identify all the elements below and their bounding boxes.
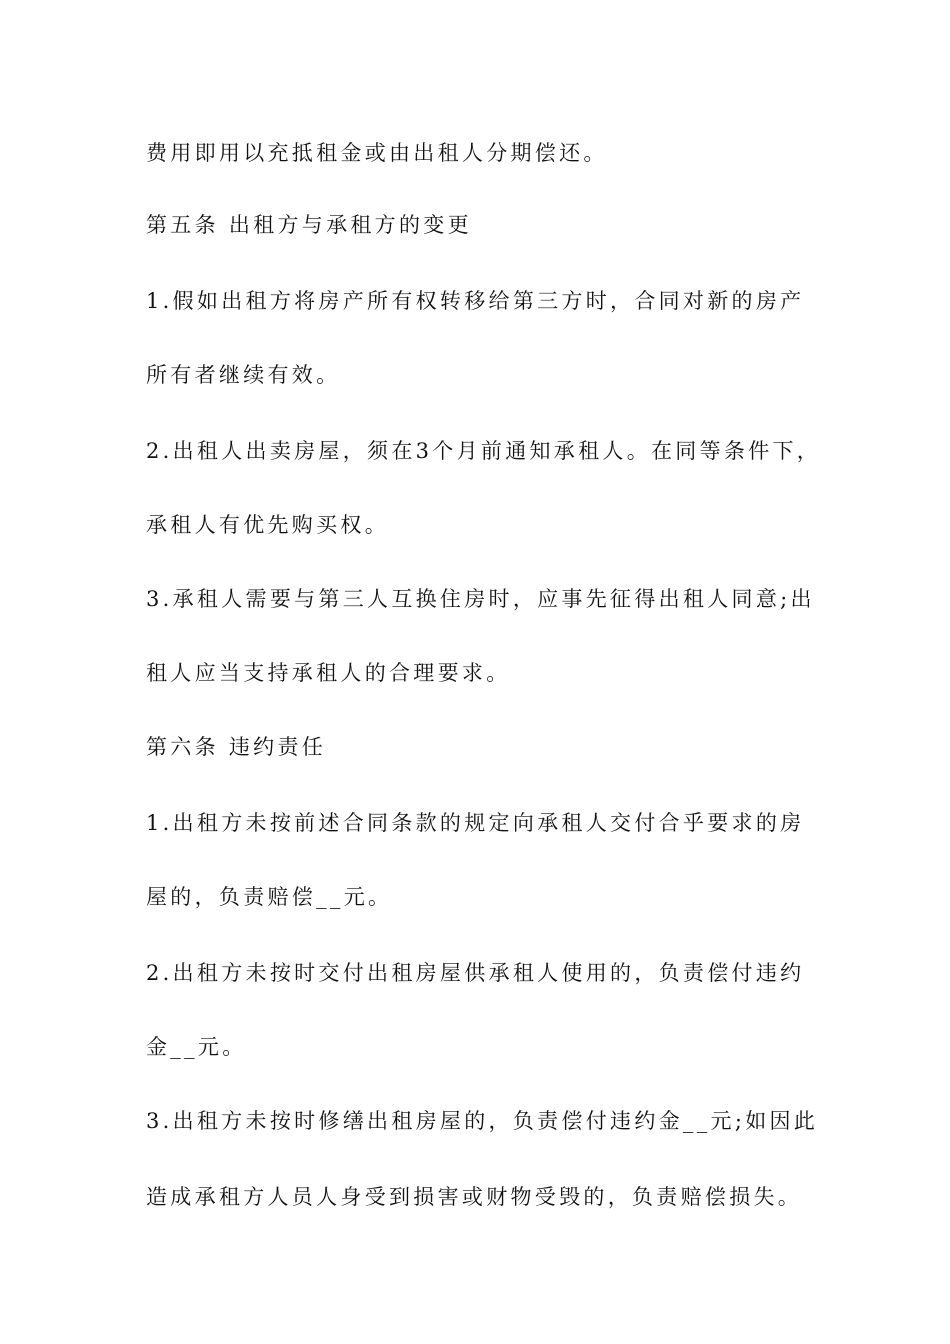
text-line-5: 2.出租人出卖房屋，须在3个月前通知承租人。在同等条件下，	[146, 439, 822, 463]
text-line-14: 3.出租方未按时修缮出租房屋的，负责偿付违约金__元;如因此	[146, 1109, 819, 1133]
text-line-6: 承租人有优先购买权。	[146, 513, 389, 537]
section-heading-article-6: 第六条 违约责任	[146, 735, 327, 759]
text-line-4: 所有者继续有效。	[146, 363, 341, 387]
text-line-15: 造成承租方人员人身受到损害或财物受毁的，负责赔偿损失。	[146, 1185, 803, 1209]
text-line-8: 租人应当支持承租人的合理要求。	[146, 661, 511, 685]
text-line-10: 1.出租方未按前述合同条款的规定向承租人交付合乎要求的房	[146, 811, 805, 835]
text-line-13: 金__元。	[146, 1035, 247, 1059]
text-line-3: 1.假如出租方将房产所有权转移给第三方时，合同对新的房产	[146, 289, 805, 313]
section-heading-article-5: 第五条 出租方与承租方的变更	[146, 213, 472, 237]
text-line-12: 2.出租方未按时交付出租房屋供承租人使用的，负责偿付违约	[146, 961, 805, 985]
text-line-7: 3.承租人需要与第三人互换住房时，应事先征得出租人同意;出	[146, 587, 815, 611]
text-line-11: 屋的，负责赔偿__元。	[146, 885, 393, 909]
text-line-1: 费用即用以充抵租金或由出租人分期偿还。	[146, 141, 608, 165]
